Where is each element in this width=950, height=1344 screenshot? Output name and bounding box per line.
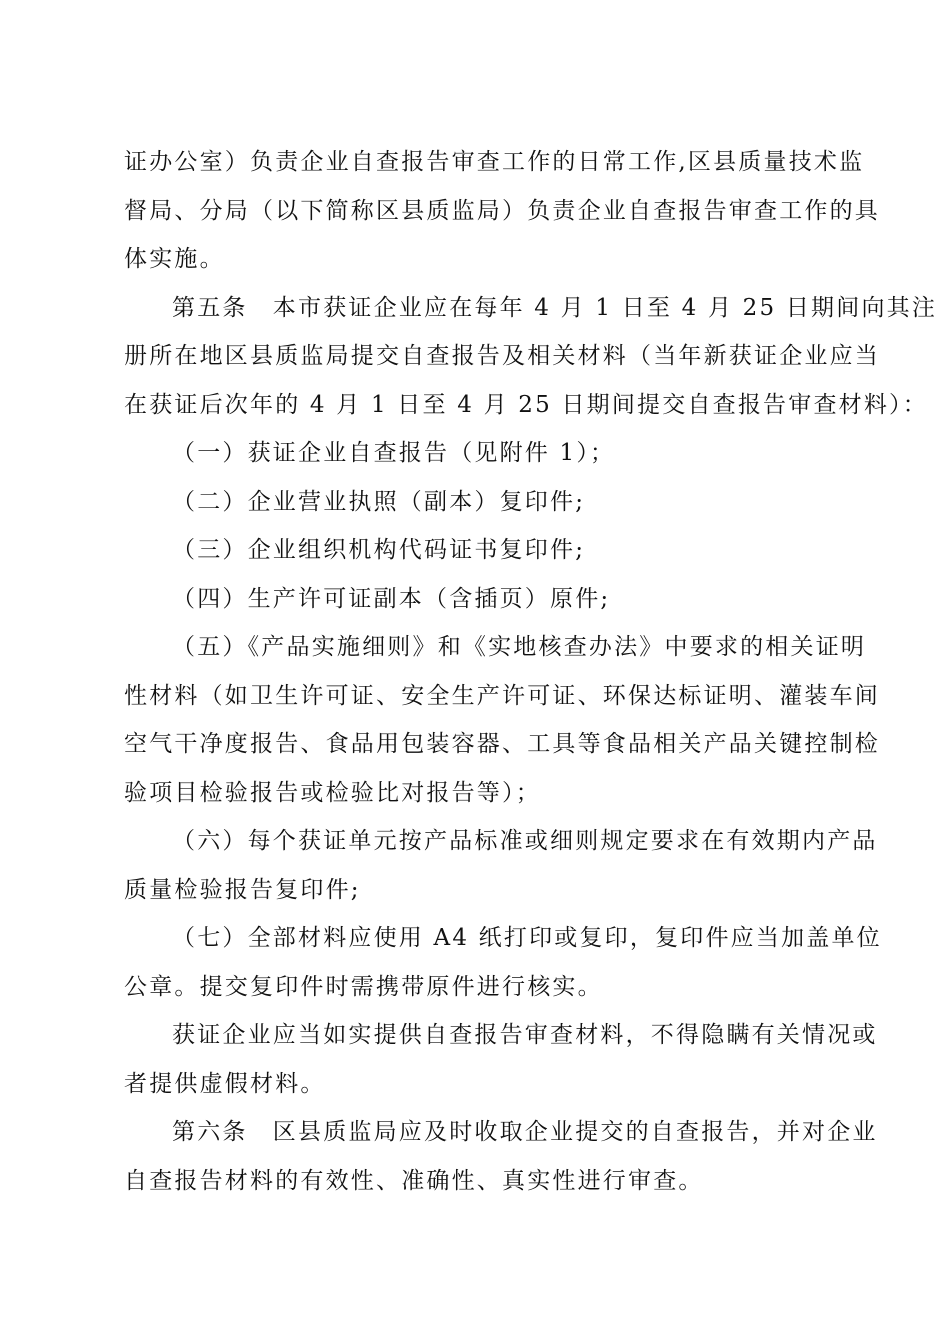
list-item-5	[124, 623, 880, 817]
list-item-1	[124, 429, 846, 478]
text-line: （七）全部材料应使用 A4 纸打印或复印，复印件应当加盖单位	[172, 925, 882, 951]
list-item-3	[124, 526, 846, 575]
list-item-6	[124, 817, 878, 914]
list-item-7	[124, 914, 882, 1011]
list-item-2	[124, 478, 846, 527]
text-line: 在获证后次年的 4 月 1 日至 4 月 25 日期间提交自查报告审查材料）：	[124, 391, 928, 418]
text-line: 体实施。	[124, 246, 225, 272]
text-line: （五）《产品实施细则》和《实地核查办法》中要求的相关证明	[172, 634, 867, 660]
text-line: 第六条 区县质监局应及时收取企业提交的自查报告，并对企业	[172, 1119, 878, 1145]
text-line: （三）企业组织机构代码证书复印件;	[172, 537, 586, 563]
text-line: 公章。提交复印件时需携带原件进行核实。	[124, 973, 603, 1000]
paragraph-article-5	[124, 284, 938, 430]
text-line: 证办公室）负责企业自查报告审查工作的日常工作,区县质量技术监	[124, 149, 865, 175]
text-line: （二）企业营业执照（副本）复印件;	[172, 488, 586, 515]
text-line: 第五条 本市获证企业应在每年 4 月 1 日至 4 月 25 日期间向其注	[172, 294, 938, 321]
text-line: 督局、分局（以下简称区县质监局）负责企业自查报告审查工作的具	[124, 197, 880, 224]
text-line: （一）获证企业自查报告（见附件 1）；	[172, 440, 616, 466]
text-line: 质量检验报告复印件;	[124, 876, 361, 903]
paragraph-article-6	[124, 1108, 878, 1205]
text-line: 验项目检验报告或检验比对报告等）；	[124, 779, 541, 806]
text-line: 空气干净度报告、食品用包装容器、工具等食品相关产品关键控制检	[124, 731, 880, 757]
text-line: 自查报告材料的有效性、准确性、真实性进行审查。	[124, 1167, 704, 1194]
text-line: （四）生产许可证副本（含插页）原件;	[172, 585, 611, 612]
text-line: 册所在地区县质监局提交自查报告及相关材料（当年新获证企业应当	[124, 343, 880, 369]
list-item-4	[124, 575, 846, 624]
document-body	[124, 138, 938, 1205]
text-line: 者提供虚假材料。	[124, 1070, 326, 1097]
text-line: 获证企业应当如实提供自查报告审查材料，不得隐瞒有关情况或	[172, 1022, 878, 1048]
paragraph-truthful-materials	[124, 1011, 878, 1108]
paragraph-office-duties	[124, 138, 880, 284]
text-line: 性材料（如卫生许可证、安全生产许可证、环保达标证明、灌装车间	[124, 682, 880, 709]
text-line: （六）每个获证单元按产品标准或细则规定要求在有效期内产品	[172, 828, 878, 854]
